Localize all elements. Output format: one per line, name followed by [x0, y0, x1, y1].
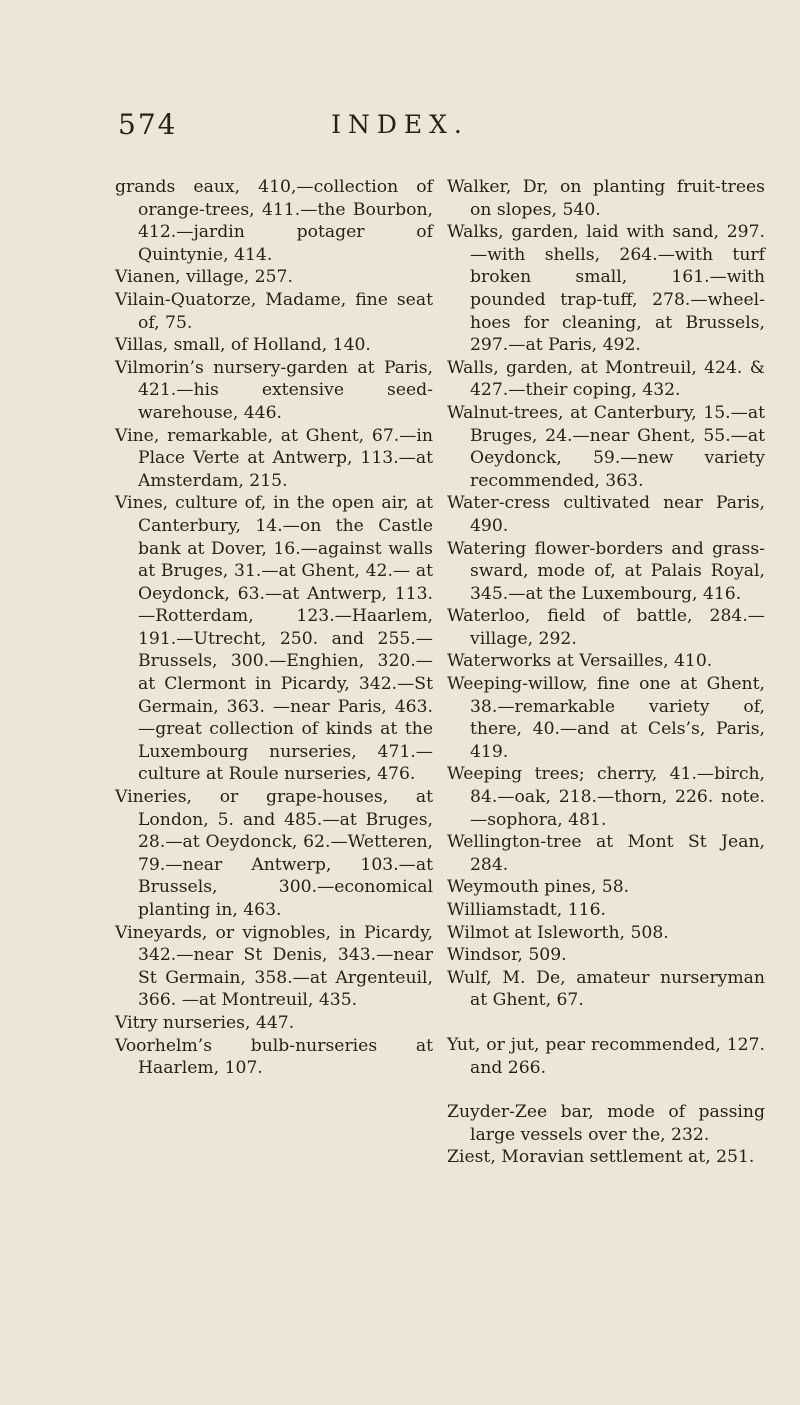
index-entry-grands-eaux: grands eaux, 410,—collection of orange-trees, 411.—the Bourbon, 412.—jardin potager of Quintynie, 414. — [115, 177, 433, 265]
index-entry-vines: Vines, culture of, in the open air, at Canterbury, 14.—on the Castle bank at Dover, 16.—against walls at Bruges, 31.—at Ghent, 42.— at Oeydonck, 63.—at Antwerp, 113.—Rotterdam, 123.—Haarlem, 191.—Utrecht, 250. and 255.—Brussels, 300.—Enghien, 320.—at Clermont in Picardy, 342.—St Germain, 363. —near Paris, 463.—great collection of kinds at the Luxembourg nurseries, 471.—culture at Roule nurseries, 476. — [115, 493, 433, 785]
index-entry-waterworks: Waterworks at Versailles, 410. — [447, 651, 713, 672]
page-number: 574 — [118, 108, 178, 141]
index-entry-weeping-willow: Weeping-willow, fine one at Ghent, 38.—remarkable variety of, there, 40.—and at Cels’s, Paris, 419. — [447, 674, 765, 762]
index-entry-voorhelm: Voorhelm’s bulb-nurseries at Haarlem, 107. — [115, 1035, 433, 1079]
index-entry-watering: Watering flower-borders and grass-sward, mode of, at Palais Royal, 345.—at the Luxembourg, 416. — [447, 538, 765, 604]
index-entry-windsor: Windsor, 509. — [447, 945, 567, 966]
index-entry-vine: Vine, remarkable, at Ghent, 67.—in Place Verte at Antwerp, 113.—at Amsterdam, 215. — [115, 425, 433, 491]
index-entry-walks: Walks, garden, laid with sand, 297.—with shells, 264.—with turf broken small, 161.—with pounded trap-tuff, 278.—wheel-hoes for cleaning, at Brussels, 297.—at Paris, 492. — [447, 222, 765, 356]
page-header — [0, 108, 800, 148]
index-entry-wulf: Wulf, M. De, amateur nurseryman at Ghent, 67. — [447, 967, 765, 1011]
index-entry-water-cress: Water-cress cultivated near Paris, 490. — [447, 493, 765, 536]
index-entry-wilmot: Wilmot at Isleworth, 508. — [447, 922, 669, 943]
index-entry-vilmorin: Vilmorin’s nursery-garden at Paris, 421.—his extensive seed-warehouse, 446. — [115, 357, 433, 423]
index-entry-weymouth-pines: Weymouth pines, 58. — [447, 877, 630, 898]
index-entry-walls: Walls, garden, at Montreuil, 424. & 427.—their coping, 432. — [447, 357, 765, 401]
index-entry-vianen: Vianen, village, 257. — [115, 267, 293, 288]
index-entry-walker: Walker, Dr, on planting fruit-trees on slopes, 540. — [447, 177, 765, 220]
index-entry-vilain-quatorze: Vilain-Quatorze, Madame, fine seat of, 75. — [115, 289, 433, 333]
index-entry-walnut-trees: Walnut-trees, at Canterbury, 15.—at Bruges, 24.—near Ghent, 55.—at Oeydonck, 59.—new variety recommended, 363. — [447, 402, 765, 491]
index-entry-wellington-tree: Wellington-tree at Mont St Jean, 284. — [447, 832, 765, 875]
index-entry-ziest: Ziest, Moravian settlement at, 251. — [447, 1147, 755, 1168]
index-column-right — [447, 176, 765, 1169]
index-column-left — [115, 176, 433, 1080]
index-entry-vineyards: Vineyards, or vignobles, in Picardy, 342.—near St Denis, 343.—near St Germain, 358.—at Argenteuil, 366. —at Montreuil, 435. — [115, 922, 433, 1011]
index-entry-yut: Yut, or jut, pear recommended, 127. and 266. — [447, 1034, 765, 1078]
index-entry-vineries: Vineries, or grape-houses, at London, 5. and 485.—at Bruges, 28.—at Oeydonck, 62.—Wetteren, 79.—near Antwerp, 103.—at Brussels, 300.—economical planting in, 463. — [115, 787, 433, 920]
index-entry-vitry: Vitry nurseries, 447. — [115, 1012, 295, 1033]
running-title: INDEX. — [331, 110, 469, 139]
index-entry-zuyder-zee: Zuyder-Zee bar, mode of passing large vessels over the, 232. — [447, 1102, 765, 1145]
index-entry-waterloo: Waterloo, field of battle, 284.—village, 292. — [447, 606, 765, 649]
index-entry-weeping-trees: Weeping trees; cherry, 41.—birch, 84.—oak, 218.—thorn, 226. note. —sophora, 481. — [447, 764, 765, 830]
index-entry-williamstadt: Williamstadt, 116. — [447, 900, 606, 920]
index-entry-villas: Villas, small, of Holland, 140. — [115, 335, 371, 356]
